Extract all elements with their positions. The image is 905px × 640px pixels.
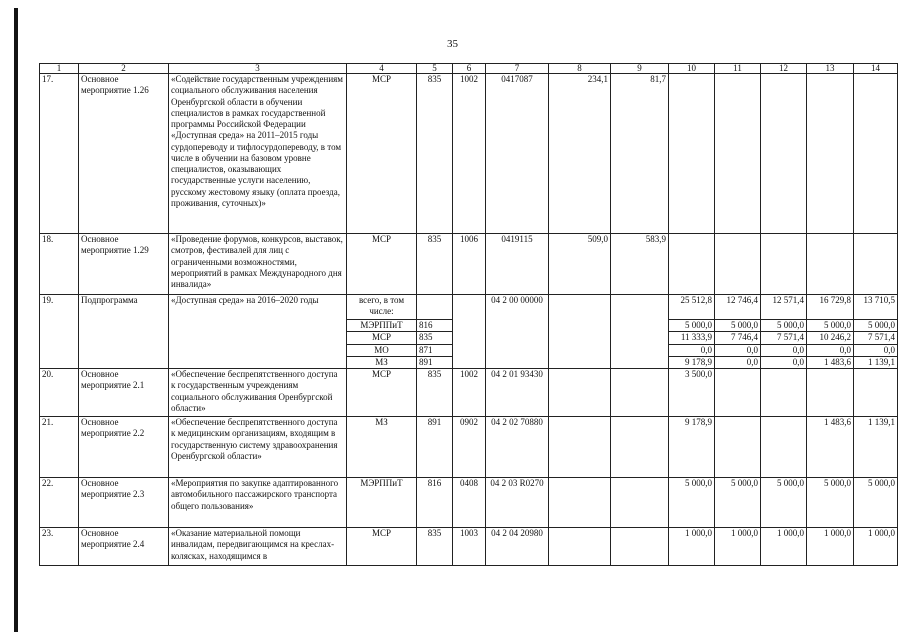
row-description: «Обеспечение беспрепятственного доступа к государственным учреждениям социального обслуживания Оренбургской области» — [169, 369, 347, 417]
row-name: Основное мероприятие 2.1 — [79, 369, 169, 417]
table-row — [40, 234, 898, 295]
value-col10 — [669, 74, 715, 234]
total-col14: 13 710,5 — [854, 295, 898, 320]
value-col13: 1 483,6 — [807, 356, 854, 368]
row-name: Основное мероприятие 2.4 — [79, 528, 169, 566]
value-col9 — [611, 332, 669, 344]
grbs-code: 835 — [417, 234, 453, 295]
executor: МЗ — [347, 356, 417, 368]
row-description: «Доступная среда» на 2016–2020 годы — [169, 295, 347, 369]
value-col10 — [669, 234, 715, 295]
executor: МСР — [347, 332, 417, 344]
total-col13: 16 729,8 — [807, 295, 854, 320]
value-col14: 7 571,4 — [854, 332, 898, 344]
total-col10: 25 512,8 — [669, 295, 715, 320]
page-number: 35 — [447, 38, 458, 50]
executor: МО — [347, 344, 417, 356]
rzpr-code — [453, 320, 486, 332]
value-col9 — [611, 478, 669, 528]
value-col11: 0,0 — [715, 344, 761, 356]
value-col10: 9 178,9 — [669, 417, 715, 478]
rzpr-code: 1002 — [453, 74, 486, 234]
value-col12 — [761, 234, 807, 295]
csr-code: 04 2 04 20980 — [486, 528, 549, 566]
total-col12: 12 571,4 — [761, 295, 807, 320]
rzpr-code — [453, 344, 486, 356]
value-col9: 81,7 — [611, 74, 669, 234]
executor: МЗ — [347, 417, 417, 478]
row-description: «Оказание материальной помощи инвалидам, передвигающимся на креслах-колясках, находящимся в — [169, 528, 347, 566]
value-col8 — [549, 344, 611, 356]
row-description: «Обеспечение беспрепятственного доступа к медицинским организациям, входящим в государственную систему здравоохранения Оренбургской области» — [169, 417, 347, 478]
value-col13: 1 483,6 — [807, 417, 854, 478]
value-col14: 1 139,1 — [854, 356, 898, 368]
value-col10: 11 333,9 — [669, 332, 715, 344]
column-header: 7 — [486, 64, 549, 74]
value-col14: 1 139,1 — [854, 417, 898, 478]
column-header: 14 — [854, 64, 898, 74]
executor: МСР — [347, 234, 417, 295]
csr-code: 0419115 — [486, 234, 549, 295]
value-col8: 234,1 — [549, 74, 611, 234]
rzpr-code: 1003 — [453, 528, 486, 566]
value-col9 — [611, 417, 669, 478]
value-col9 — [611, 528, 669, 566]
value-col14 — [854, 369, 898, 417]
grbs-code: 835 — [417, 528, 453, 566]
grbs-code: 835 — [417, 369, 453, 417]
value-col9 — [611, 369, 669, 417]
value-col9 — [611, 295, 669, 320]
value-col12: 0,0 — [761, 356, 807, 368]
executor: МСР — [347, 74, 417, 234]
row-name: Подпрограмма — [79, 295, 169, 369]
value-col10: 5 000,0 — [669, 320, 715, 332]
value-col9 — [611, 356, 669, 368]
executor: МСР — [347, 528, 417, 566]
rzpr-code — [453, 295, 486, 320]
value-col10: 5 000,0 — [669, 478, 715, 528]
row-description: «Содействие государственным учреждениям социального обслуживания населения Оренбургской области в обучении специалистов в рамках государственной программы Российской Федерации «Доступная среда» на 2011–2015 годы сурдопереводу и тифлосурдопереводу, в том числе в обучении на базовом уровне специалистов, оказывающих государственные услуги населению, русскому жестовому языку (оплата проезда, проживания, суточных)» — [169, 74, 347, 234]
rzpr-code: 1006 — [453, 234, 486, 295]
row-number: 22. — [40, 478, 79, 528]
csr-code: 04 2 02 70880 — [486, 417, 549, 478]
row-number: 23. — [40, 528, 79, 566]
row-description: «Проведение форумов, конкурсов, выставок, смотров, фестивалей для лиц с ограниченными возможностями, мероприятий в рамках Международного дня инвалида» — [169, 234, 347, 295]
value-col9: 583,9 — [611, 234, 669, 295]
value-col14: 0,0 — [854, 344, 898, 356]
value-col12: 0,0 — [761, 344, 807, 356]
csr-code — [486, 332, 549, 344]
grbs-code: 891 — [417, 356, 453, 368]
value-col14: 5 000,0 — [854, 320, 898, 332]
grbs-code — [417, 295, 453, 320]
scan-edge-bar — [14, 8, 18, 632]
value-col11: 7 746,4 — [715, 332, 761, 344]
row-name: Основное мероприятие 2.3 — [79, 478, 169, 528]
grbs-code: 891 — [417, 417, 453, 478]
value-col8 — [549, 528, 611, 566]
value-col13: 5 000,0 — [807, 478, 854, 528]
grbs-code: 835 — [417, 74, 453, 234]
value-col13: 1 000,0 — [807, 528, 854, 566]
value-col10: 1 000,0 — [669, 528, 715, 566]
value-col14 — [854, 74, 898, 234]
row-name: Основное мероприятие 2.2 — [79, 417, 169, 478]
value-col11 — [715, 234, 761, 295]
value-col11: 0,0 — [715, 356, 761, 368]
csr-code: 04 2 00 00000 — [486, 295, 549, 320]
table-row — [40, 74, 898, 234]
value-col14 — [854, 234, 898, 295]
rzpr-code: 0902 — [453, 417, 486, 478]
csr-code — [486, 320, 549, 332]
total-col11: 12 746,4 — [715, 295, 761, 320]
value-col13: 0,0 — [807, 344, 854, 356]
column-header: 11 — [715, 64, 761, 74]
value-col8 — [549, 332, 611, 344]
value-col13 — [807, 234, 854, 295]
value-col11 — [715, 74, 761, 234]
value-col14: 5 000,0 — [854, 478, 898, 528]
value-col12: 7 571,4 — [761, 332, 807, 344]
column-header: 13 — [807, 64, 854, 74]
executor: МЭРППиТ — [347, 478, 417, 528]
grbs-code: 816 — [417, 478, 453, 528]
total-label: всего, в том числе: — [347, 295, 417, 320]
value-col11: 5 000,0 — [715, 478, 761, 528]
value-col9 — [611, 320, 669, 332]
row-name: Основное мероприятие 1.26 — [79, 74, 169, 234]
value-col8 — [549, 369, 611, 417]
column-header: 4 — [347, 64, 417, 74]
value-col12: 5 000,0 — [761, 320, 807, 332]
value-col8 — [549, 320, 611, 332]
row-number: 21. — [40, 417, 79, 478]
grbs-code: 835 — [417, 332, 453, 344]
value-col12: 5 000,0 — [761, 478, 807, 528]
value-col11 — [715, 417, 761, 478]
value-col11: 5 000,0 — [715, 320, 761, 332]
value-col12 — [761, 417, 807, 478]
value-col11 — [715, 369, 761, 417]
csr-code — [486, 344, 549, 356]
column-header: 5 — [417, 64, 453, 74]
csr-code — [486, 356, 549, 368]
value-col8 — [549, 417, 611, 478]
table-row — [40, 369, 898, 417]
column-header: 12 — [761, 64, 807, 74]
executor: МСР — [347, 369, 417, 417]
value-col8: 509,0 — [549, 234, 611, 295]
value-col13 — [807, 369, 854, 417]
value-col13: 10 246,2 — [807, 332, 854, 344]
executor: МЭРППиТ — [347, 320, 417, 332]
grbs-code: 871 — [417, 344, 453, 356]
row-number: 18. — [40, 234, 79, 295]
budget-table — [39, 63, 898, 566]
table-row — [40, 528, 898, 566]
column-header: 1 — [40, 64, 79, 74]
rzpr-code — [453, 332, 486, 344]
value-col11: 1 000,0 — [715, 528, 761, 566]
value-col10: 9 178,9 — [669, 356, 715, 368]
value-col12: 1 000,0 — [761, 528, 807, 566]
rzpr-code: 0408 — [453, 478, 486, 528]
value-col12 — [761, 369, 807, 417]
column-header: 3 — [169, 64, 347, 74]
grbs-code: 816 — [417, 320, 453, 332]
column-header: 10 — [669, 64, 715, 74]
csr-code: 04 2 03 R0270 — [486, 478, 549, 528]
csr-code: 0417087 — [486, 74, 549, 234]
row-number: 19. — [40, 295, 79, 369]
value-col13 — [807, 74, 854, 234]
row-name: Основное мероприятие 1.29 — [79, 234, 169, 295]
row-description: «Мероприятия по закупке адаптированного автомобильного пассажирского транспорта общего пользования» — [169, 478, 347, 528]
rzpr-code — [453, 356, 486, 368]
value-col9 — [611, 344, 669, 356]
value-col13: 5 000,0 — [807, 320, 854, 332]
value-col14: 1 000,0 — [854, 528, 898, 566]
column-header: 6 — [453, 64, 486, 74]
column-number-row — [40, 64, 898, 74]
table-row — [40, 417, 898, 478]
value-col10: 0,0 — [669, 344, 715, 356]
column-header: 9 — [611, 64, 669, 74]
csr-code: 04 2 01 93430 — [486, 369, 549, 417]
table-row — [40, 478, 898, 528]
value-col8 — [549, 356, 611, 368]
value-col8 — [549, 295, 611, 320]
rzpr-code: 1002 — [453, 369, 486, 417]
value-col10: 3 500,0 — [669, 369, 715, 417]
value-col12 — [761, 74, 807, 234]
column-header: 8 — [549, 64, 611, 74]
row-number: 17. — [40, 74, 79, 234]
row-number: 20. — [40, 369, 79, 417]
column-header: 2 — [79, 64, 169, 74]
table-row — [40, 295, 898, 320]
value-col8 — [549, 478, 611, 528]
